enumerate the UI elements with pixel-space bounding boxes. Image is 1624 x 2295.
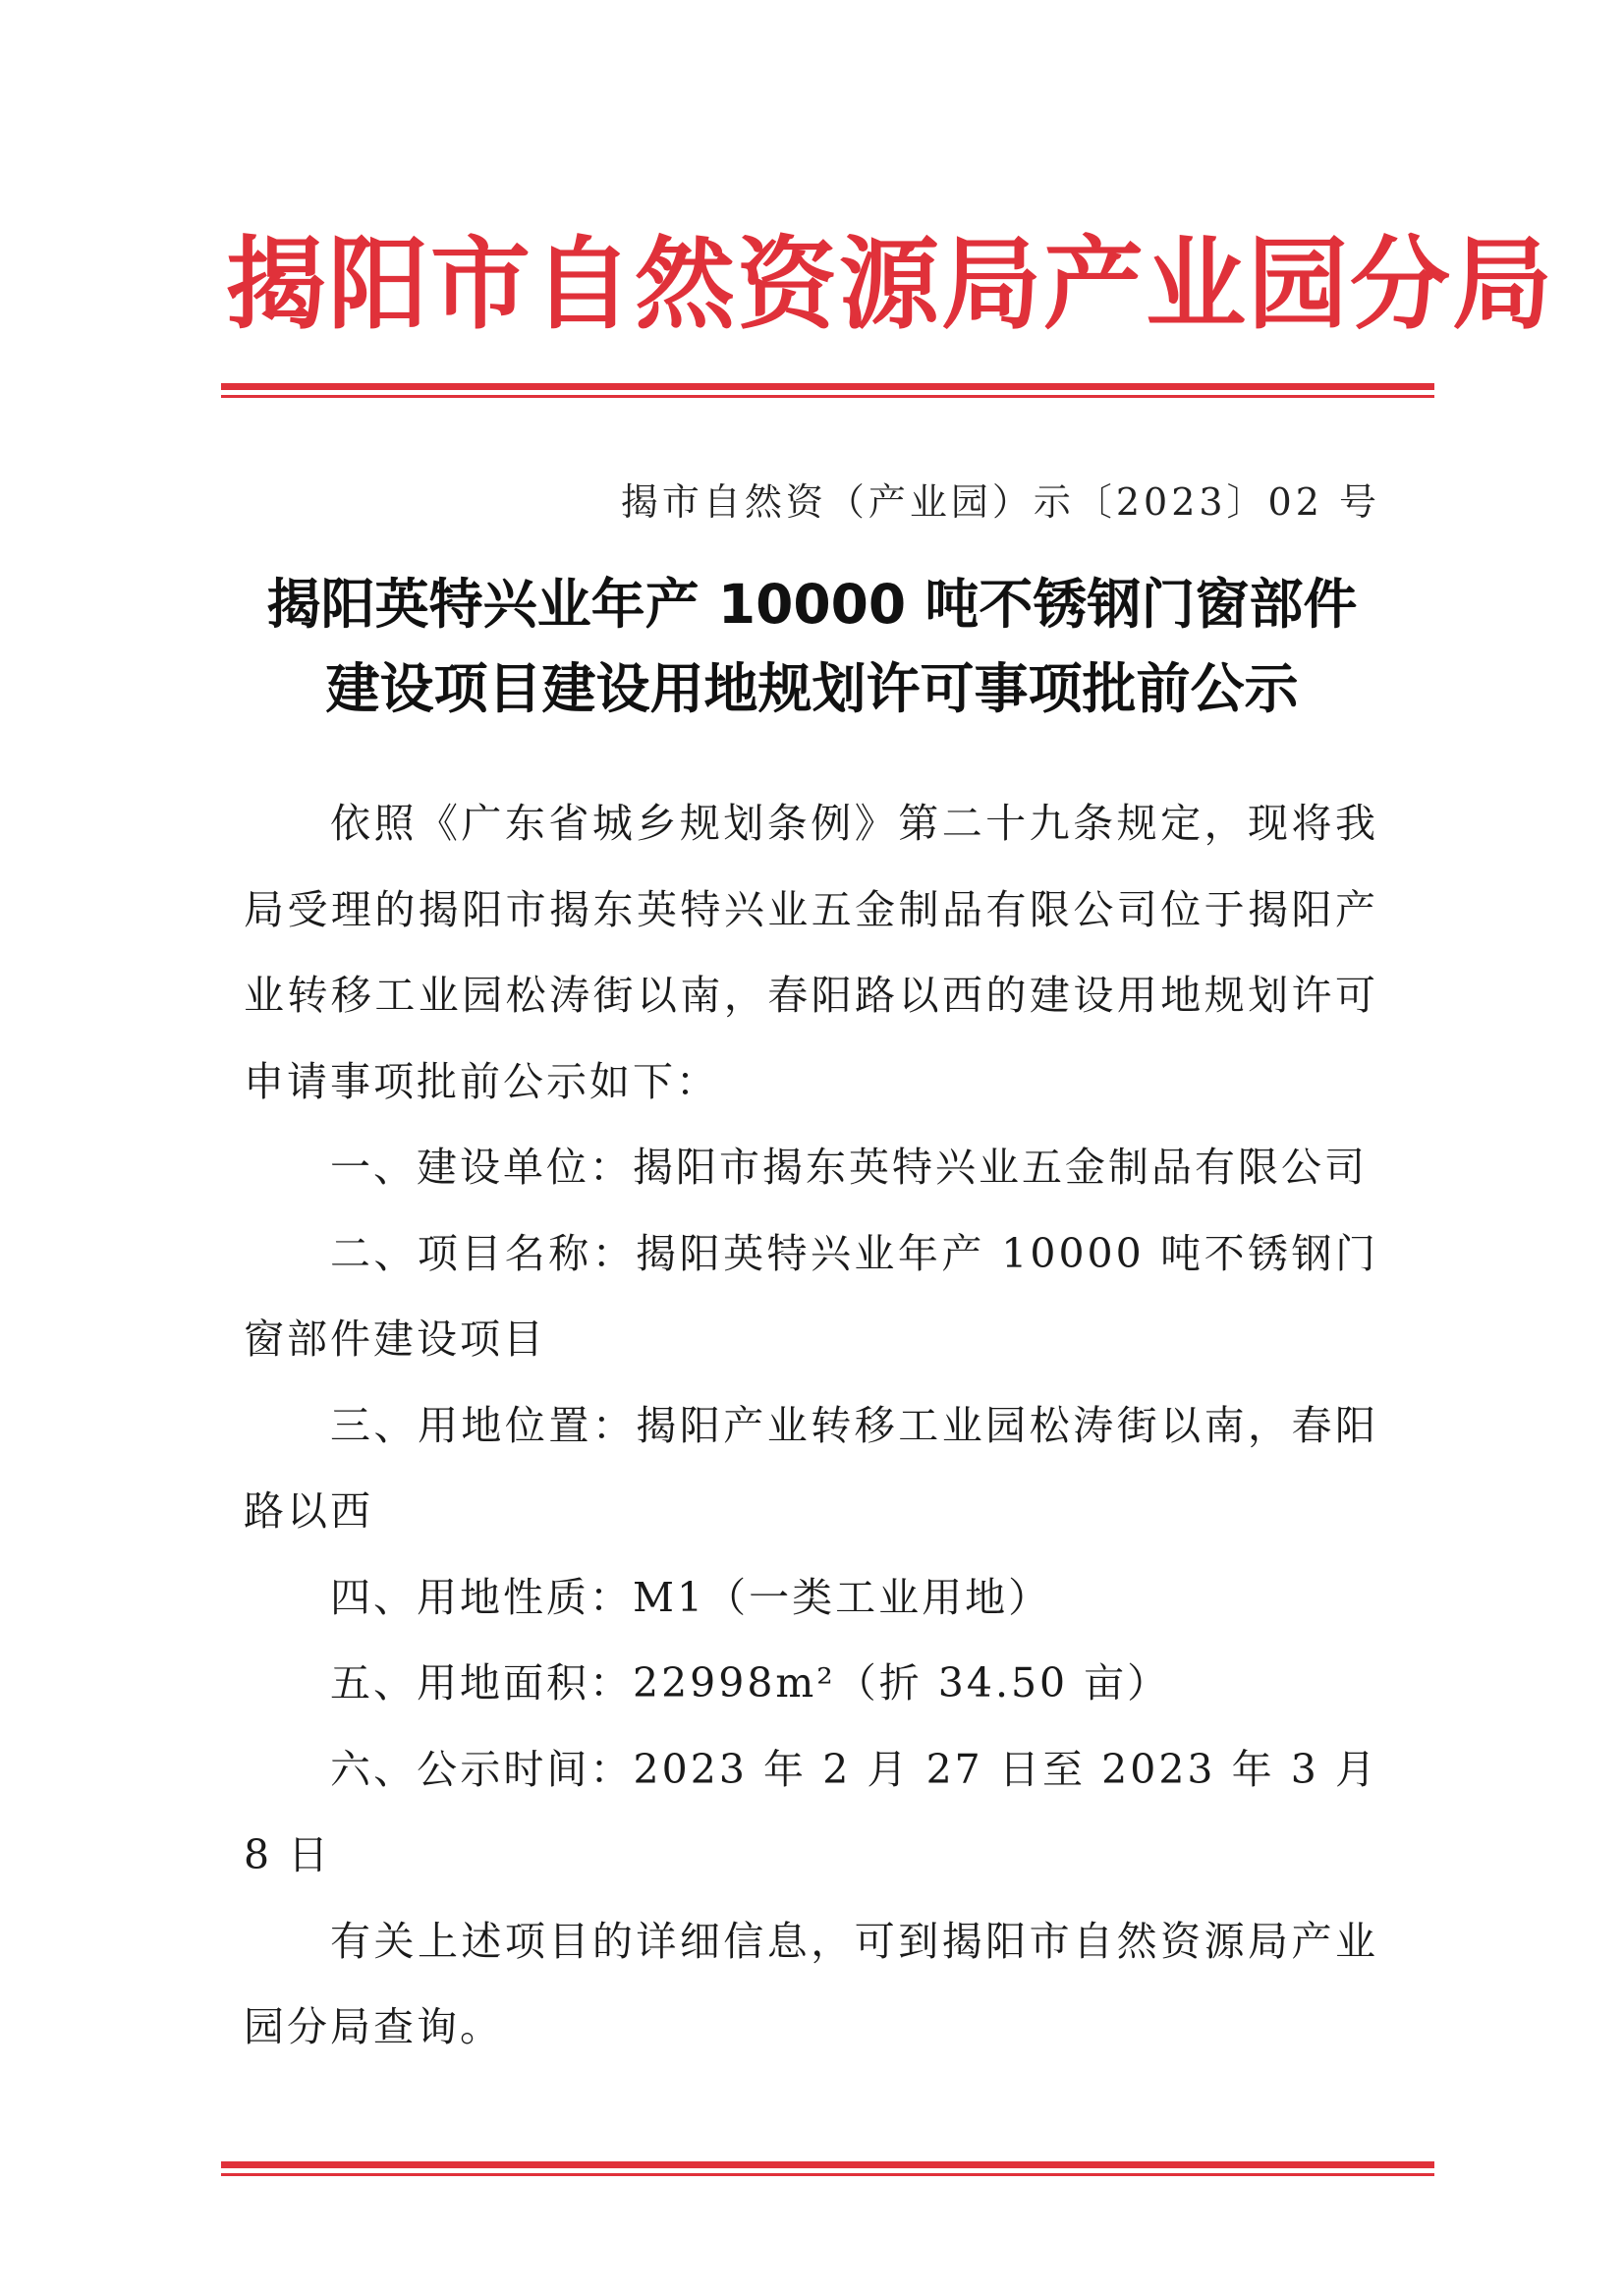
document-title xyxy=(244,562,1380,731)
document-body xyxy=(244,781,1378,2071)
item-publicity-period: 六、公示时间：2023 年 2 月 27 日至 2023 年 3 月 8 日 xyxy=(244,1745,1378,1878)
letterhead-agency-name: 揭阳市自然资源局产业园分局 xyxy=(226,226,1554,344)
item-land-location: 三、用地位置：揭阳产业转移工业园松涛街以南，春阳路以西 xyxy=(244,1401,1378,1535)
footer-divider xyxy=(221,2161,1434,2176)
closing-paragraph: 有关上述项目的详细信息，可到揭阳市自然资源局产业园分局查询。 xyxy=(244,1917,1378,2050)
document-title-line-1: 揭阳英特兴业年产 10000 吨不锈钢门窗部件 xyxy=(266,573,1358,636)
letterhead-divider-top xyxy=(221,383,1434,398)
document-title-line-2: 建设项目建设用地规划许可事项批前公示 xyxy=(325,657,1299,720)
item-land-area: 五、用地面积：22998m²（折 34.50 亩） xyxy=(330,1659,1171,1707)
item-construction-unit: 一、建设单位：揭阳市揭东英特兴业五金制品有限公司 xyxy=(330,1144,1368,1191)
item-project-name: 二、项目名称：揭阳英特兴业年产 10000 吨不锈钢门窗部件建设项目 xyxy=(244,1229,1378,1363)
item-land-nature: 四、用地性质：M1（一类工业用地） xyxy=(330,1573,1052,1621)
intro-paragraph: 依照《广东省城乡规划条例》第二十九条规定，现将我局受理的揭阳市揭东英特兴业五金制品有限公司位于揭阳产业转移工业园松涛街以南，春阳路以西的建设用地规划许可申请事项批前公示如下： xyxy=(244,800,1378,1105)
document-number: 揭市自然资（产业园）示〔2023〕02 号 xyxy=(620,480,1380,524)
